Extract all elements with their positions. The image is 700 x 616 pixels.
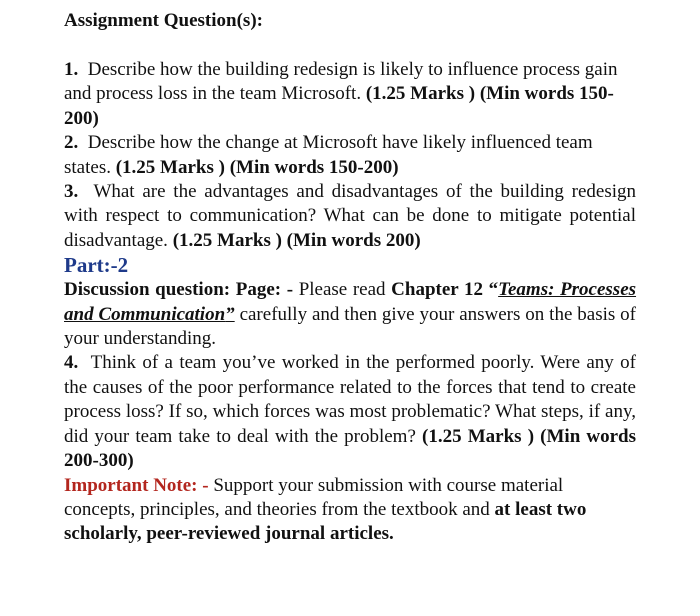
question-2: [64, 131, 636, 180]
spacer: [64, 34, 636, 58]
part-title: Part:-2: [64, 253, 129, 278]
important-note-bold-text: at least two scholarly, peer-reviewed journal articles.: [64, 498, 587, 545]
question-1-words: (Min words 150-200): [64, 83, 614, 129]
question-2-words: (Min words 150-200): [229, 156, 399, 178]
discussion-label: Discussion question: Page:: [64, 279, 282, 301]
question-3: [64, 180, 636, 253]
question-4-marks: (1.25 Marks ): [422, 425, 535, 447]
close-quote: ”: [225, 303, 235, 325]
question-1-text: Describe how the building redesign is likely to influence process gain and process loss in the team Microsoft.: [64, 59, 618, 105]
question-1-number: 1.: [64, 59, 79, 80]
chapter-number: Chapter 12: [391, 279, 483, 301]
chapter-title: Teams: Processes and Communication: [64, 279, 637, 325]
discussion-question: [64, 278, 636, 351]
important-note-text: Support your submission with course material concepts, principles, and theories from the textbook and: [64, 474, 564, 520]
discussion-dash: -: [286, 279, 294, 301]
question-4-words: (Min words 200-300): [64, 425, 637, 472]
discussion-text-after: carefully and then give your answers on the basis of your understanding.: [64, 303, 637, 350]
assignment-document: [64, 8, 636, 547]
open-quote: “: [488, 279, 499, 301]
important-note-label: Important Note: -: [64, 474, 209, 496]
question-2-marks: (1.25 Marks ): [115, 156, 225, 178]
question-1: [64, 58, 636, 131]
question-3-text: What are the advantages and disadvantages of the building redesign with respect to communication? What can be done to mitigate potential disadvantage.: [64, 181, 636, 251]
question-4-number: 4.: [64, 352, 79, 374]
question-4-text: Think of a team you’ve worked in the performed poorly. Were any of the causes of the poor performance related to the forces that tend to create process loss? If so, which forces was most problematic? What steps, if any, did your team take to deal with the problem?: [64, 352, 636, 447]
important-note: [64, 474, 636, 547]
discussion-text-before: Please read: [298, 279, 386, 301]
question-2-text: Describe how the change at Microsoft have likely influenced team states.: [64, 132, 593, 178]
assignment-heading: Assignment Question(s):: [64, 10, 263, 31]
question-3-number: 3.: [64, 181, 79, 203]
question-4: [64, 351, 636, 473]
question-1-marks: (1.25 Marks ): [365, 83, 476, 105]
question-3-words: (Min words 200): [286, 229, 421, 251]
question-2-number: 2.: [64, 132, 79, 154]
question-3-marks: (1.25 Marks ): [172, 229, 282, 251]
